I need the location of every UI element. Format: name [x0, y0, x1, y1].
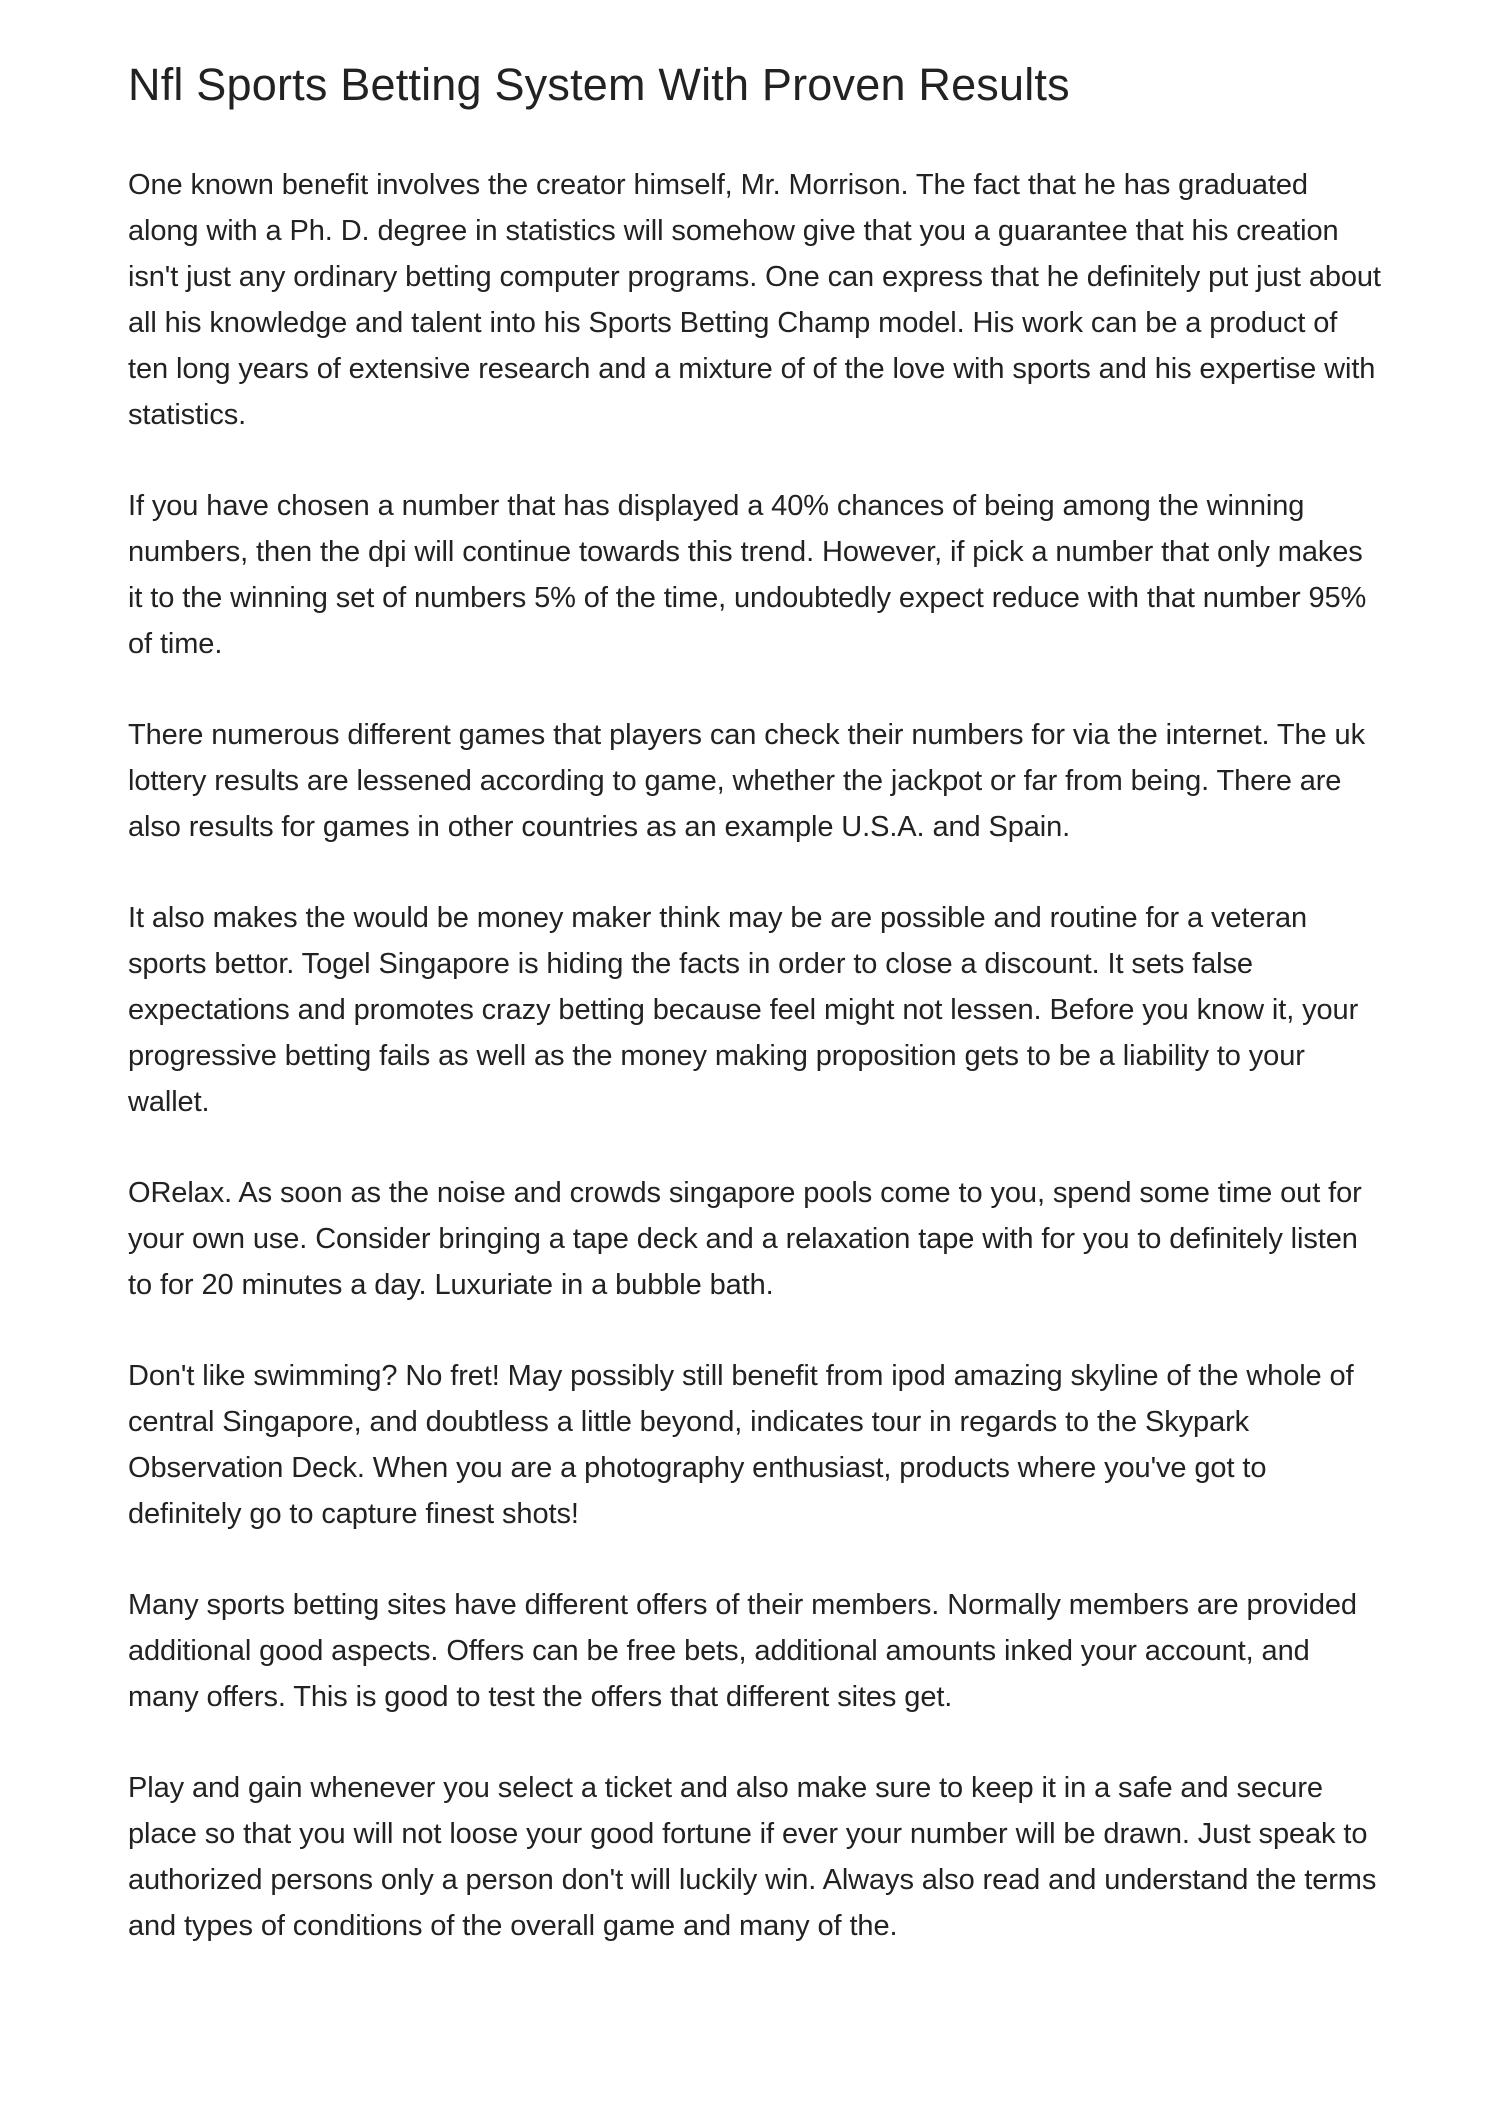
- paragraph-2: If you have chosen a number that has displayed a 40% chances of being among the winning numbers, then the dpi will continue towards this trend. However, if pick a number that only makes it to the winning set of numbers 5% of the time, undoubtedly expect reduce with that number 95% of time.: [128, 490, 1367, 660]
- paragraph-4: It also makes the would be money maker think may be are possible and routine for a veteran sports bettor. Togel Singapore is hiding the facts in order to close a discount. It sets false expectations and promotes crazy betting because feel might not lessen. Before you know it, your progressive betting fails as well as the money making proposition gets to be a liability to your wallet.: [128, 902, 1359, 1118]
- paragraph-8: Play and gain whenever you select a ticket and also make sure to keep it in a safe and secure place so that you will not loose your good fortune if ever your number will be drawn. Just speak to authorized persons only a person don't will luckily win. Always also read and understand the terms and types of conditions of the overall game and many of the.: [128, 1772, 1377, 1942]
- paragraph-7: Many sports betting sites have different offers of their members. Normally members are provided additional good aspects. Offers can be free bets, additional amounts inked your account, and many offers. This is good to test the offers that different sites get.: [128, 1589, 1357, 1713]
- paragraph-5: ORelax. As soon as the noise and crowds singapore pools come to you, spend some time out for your own use. Consider bringing a tape deck and a relaxation tape with for you to definitely listen to for 20 minutes a day. Luxuriate in a bubble bath.: [128, 1177, 1362, 1301]
- document-title: Nfl Sports Betting System With Proven Results: [128, 59, 1070, 110]
- paragraph-6: Don't like swimming? No fret! May possibly still benefit from ipod amazing skyline of the whole of central Singapore, and doubtless a little beyond, indicates tour in regards to the Skypark Observation Deck. When you are a photography enthusiast, products where you've got to definitely go to capture finest shots!: [128, 1360, 1354, 1530]
- paragraph-1: One known benefit involves the creator himself, Mr. Morrison. The fact that he has graduated along with a Ph. D. degree in statistics will somehow give that you a guarantee that his creation isn't just any ordinary betting computer programs. One can express that he definitely put just about all his knowledge and talent into his Sports Betting Champ model. His work can be a product of ten long years of extensive research and a mixture of of the love with sports and his expertise with statistics.: [128, 169, 1381, 431]
- document-page: [128, 58, 1383, 1994]
- paragraph-3: There numerous different games that players can check their numbers for via the internet. The uk lottery results are lessened according to game, whether the jackpot or far from being. There are also results for games in other countries as an example U.S.A. and Spain.: [128, 719, 1365, 843]
